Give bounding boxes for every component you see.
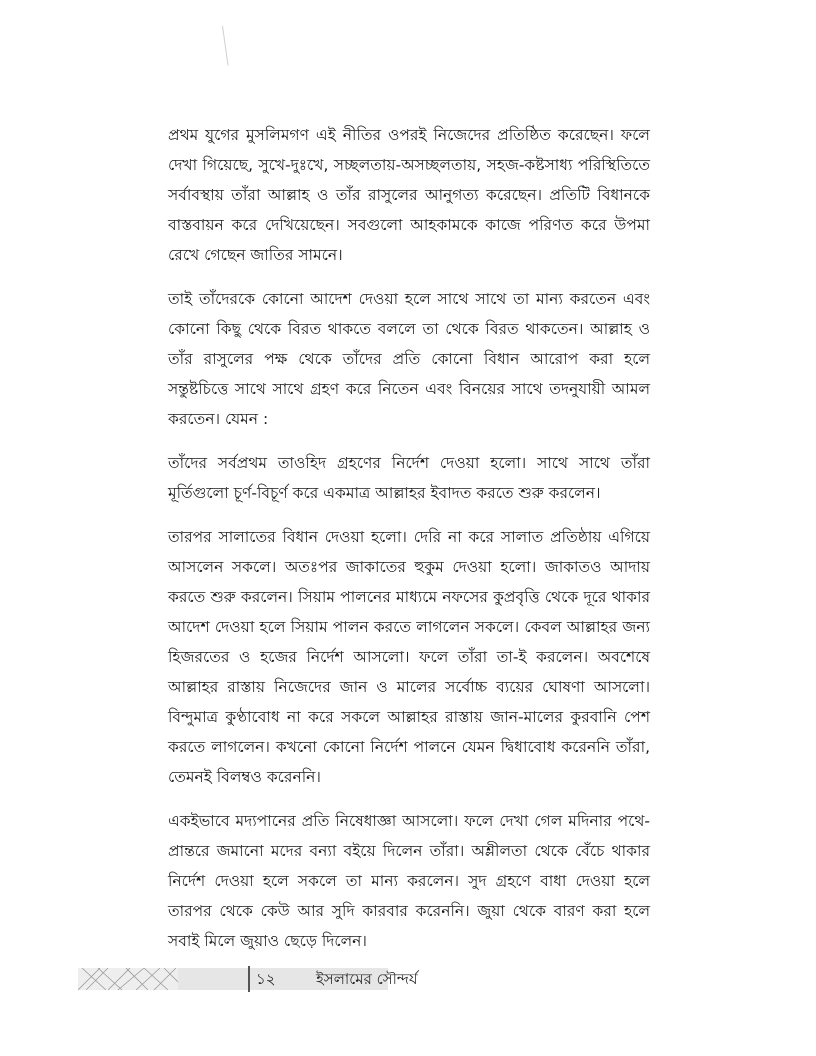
page-footer: [78, 966, 418, 992]
paragraph-3: তাঁদের সর্বপ্রথম তাওহিদ গ্রহণের নির্দেশ দেওয়া হলো। সাথে সাথে তাঁরা মূর্তিগুলো চূর্ণ-বিচূর্ণ করে একমাত্র আল্লাহর ইবাদত করতে শুরু করলেন।: [168, 454, 650, 502]
paragraph-1: প্রথম যুগের মুসলিমগণ এই নীতির ওপরই নিজেদের প্রতিষ্ঠিত করেছেন। ফলে দেখা গিয়েছে, সুখে-দুঃখে, সচ্ছলতায়-অসচ্ছলতায়, সহজ-কষ্টসাধ্য পরিস্থিতিতে সর্বাবস্থায় তাঁরা আল্লাহ ও তাঁর রাসুলের আনুগত্য করেছেন। প্রতিটি বিধানকে বাস্তবায়ন করে দেখিয়েছেন। সবগুলো আহকামকে কাজে পরিণত করে উপমা রেখে গেছেন জাতির সামনে।: [168, 126, 650, 264]
page-number: ১২: [256, 970, 276, 988]
paragraph-4: তারপর সালাতের বিধান দেওয়া হলো। দেরি না করে সালাত প্রতিষ্ঠায় এগিয়ে আসলেন সকলে। অতঃপর জাকাতের হুকুম দেওয়া হলো। জাকাতও আদায় করতে শুরু করলেন। সিয়াম পালনের মাধ্যমে নফসের কুপ্রবৃত্তি থেকে দূরে থাকার আদেশ দেওয়া হলে সিয়াম পালন করতে লাগলেন সকলে। কেবল আল্লাহর জন্য হিজরতের ও হজের নির্দেশ আসলো। ফলে তাঁরা তা-ই করলেন। অবশেষে আল্লাহর রাস্তায় নিজেদের জান ও মালের সর্বোচ্চ ব্যয়ের ঘোষণা আসলো। বিন্দুমাত্র কুণ্ঠাবোধ না করে সকলে আল্লাহর রাস্তায় জান-মালের কুরবানি পেশ করতে লাগলেন। কখনো কোনো নির্দেশ পালনে যেমন দ্বিধাবোধ করেননি তাঁরা, তেমনই বিলম্বও করেননি।: [168, 528, 650, 786]
page-body: [168, 120, 650, 970]
paragraph-5: একইভাবে মদ্যপানের প্রতি নিষেধাজ্ঞা আসলো। ফলে দেখা গেল মদিনার পথে-প্রান্তরে জমানো মদের বন্যা বইয়ে দিলেন তাঁরা। অশ্লীলতা থেকে বেঁচে থাকার নির্দেশ দেওয়া হলে সকলে তা মান্য করলেন। সুদ গ্রহণে বাধা দেওয়া হলে তারপর থেকে কেউ আর সুদি কারবার করেননি। জুয়া থেকে বারণ করা হলে সবাই মিলে জুয়াও ছেড়ে দিলেন।: [168, 812, 650, 950]
footer-tail-line: [222, 26, 229, 66]
book-title: ইসলামের সৌন্দর্য: [316, 970, 418, 988]
paragraph-2: তাই তাঁদেরকে কোনো আদেশ দেওয়া হলে সাথে সাথে তা মান্য করতেন এবং কোনো কিছু থেকে বিরত থাকতে বললে তা থেকে বিরত থাকতেন। আল্লাহ ও তাঁর রাসুলের পক্ষ থেকে তাঁদের প্রতি কোনো বিধান আরোপ করা হলে সন্তুষ্টচিত্তে সাথে সাথে গ্রহণ করে নিতেন এবং বিনয়ের সাথে তদনুযায়ী আমল করতেন। যেমন :: [168, 290, 650, 428]
footer-divider: [248, 966, 250, 992]
footer-decoration-icon: [78, 966, 178, 992]
